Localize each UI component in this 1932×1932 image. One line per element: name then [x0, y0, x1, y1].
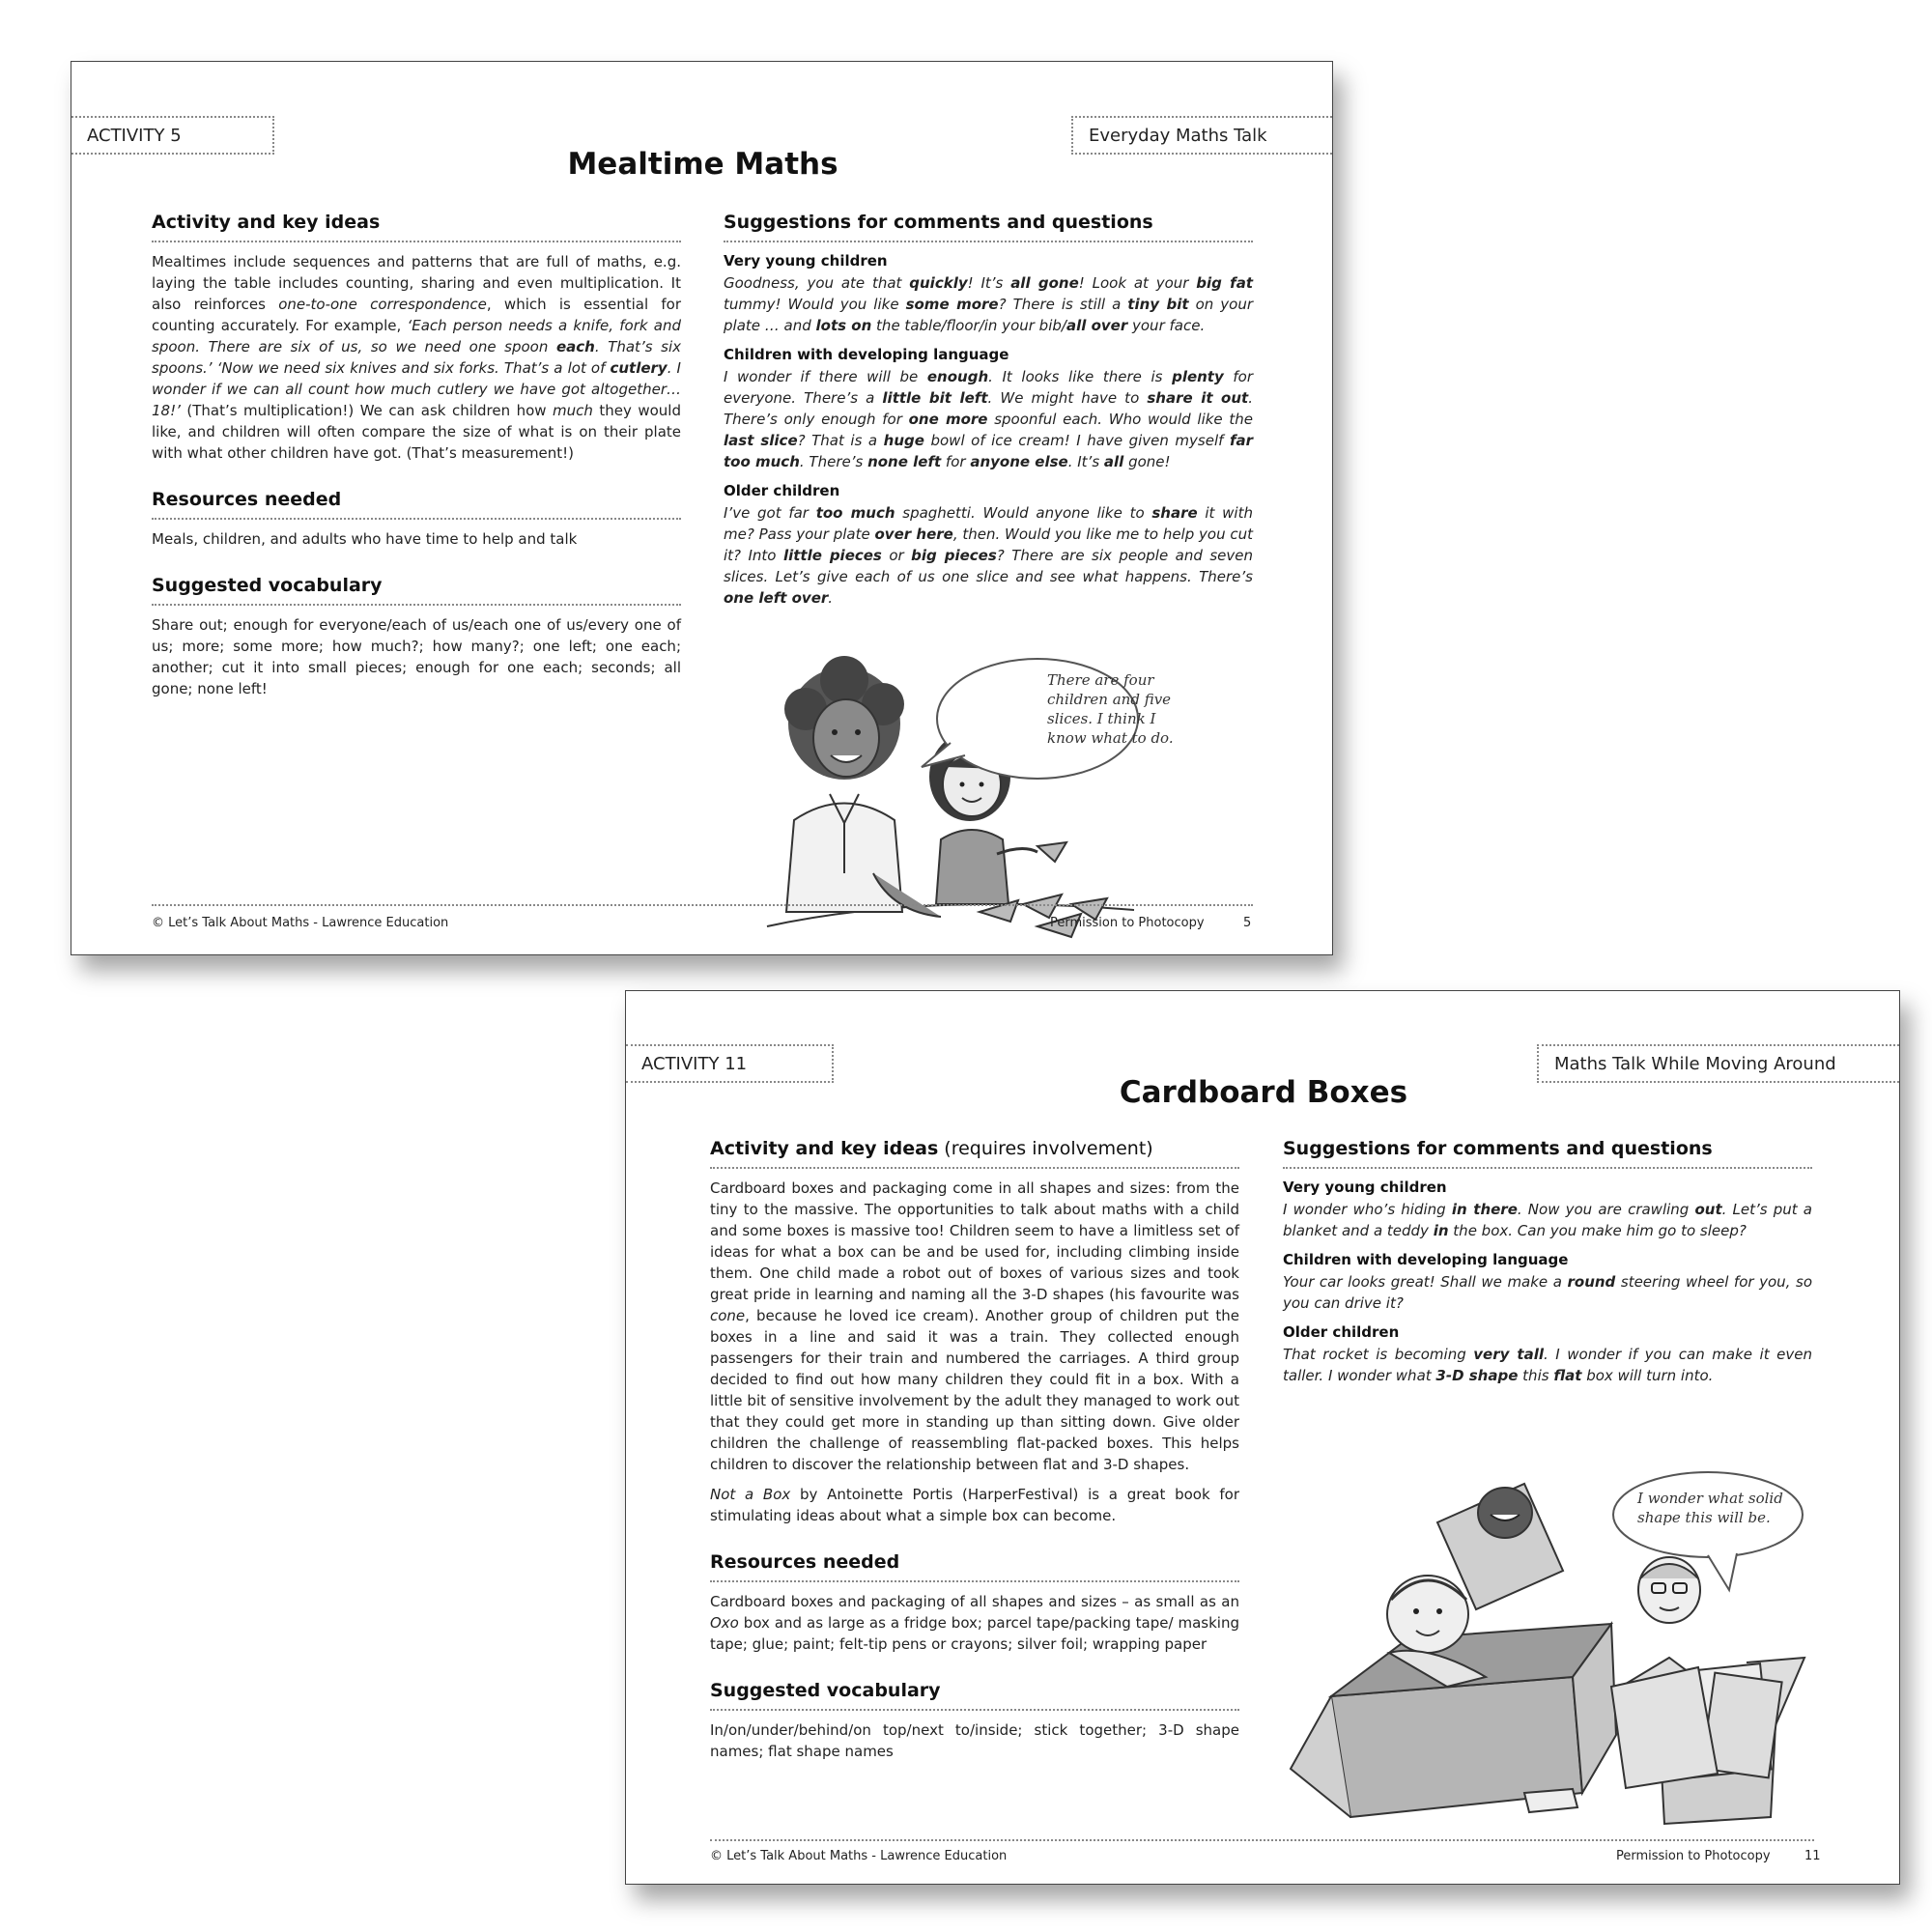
speech-bubble-line: shape this will be. — [1637, 1509, 1771, 1526]
resources-heading: Resources needed — [710, 1551, 1239, 1582]
resources-body: Meals, children, and adults who have time to help and talk — [152, 530, 578, 548]
suggestion-group-text: I wonder if there will be enough. It looks like there is plenty for everyone. There’s a little bit left. We might have to share it out. There’s only enough for one more spoonful each. Who would like the last slice? That is a huge bowl of ice cream! I have given myself far too much. There’s none left for anyone else. It’s all gone! — [724, 368, 1254, 470]
suggestion-group-label: Older children — [724, 482, 840, 499]
suggestion-group-label: Older children — [1283, 1323, 1400, 1341]
activity-body: Mealtimes include sequences and patterns that are full of maths, e.g. laying the table includes counting, sharing and even multiplication. It also reinforces one-to-one correspondence, which is essential for counting accurately. For example, ‘Each person needs a knife, fork and spoon. There are six of us, so we need one spoon each. That’s six spoons.’ ‘Now we need six knives and six forks. That’s a lot of cutlery. I wonder if we can all count how much cutlery we have got altogether… 18!’ (That’s multiplication!) We can ask children how much they would like, and children will often compare the size of what is on their plate with what other children have got. (That’s measurement!) — [152, 253, 681, 462]
suggestion-group-text: Goodness, you ate that quickly! It’s all gone! Look at your big fat tummy! Would you like some more? There is still a tiny bit on your plate … and lots on the table/floor/in your bib/all over your face. — [724, 274, 1254, 334]
vocabulary-section — [710, 1680, 1239, 1762]
activity-body: Cardboard boxes and packaging come in all shapes and sizes: from the tiny to the massive. The opportunities to talk about maths with a child and some boxes is massive too! Children seem to have a limitless set of ideas for what a box can be and be used for, including climbing inside them. One child made a robot out of boxes of various sizes and took great pride in learning and naming all the 3-D shapes (his favourite was cone, because he loved ice cream). Another group of children put the boxes in a line and said it was a train. They collected enough passengers for their train and numbered the carriages. A third group decided to find out how many children they could fit in a box. With a little bit of sensitive involvement by the adult they managed to work out that they could get more in standing up than sitting down. Give older children the challenge of reassembling flat-packed boxes. This helps children to discover the relationship between flat and 3-D shapes. — [710, 1179, 1239, 1473]
footer-permission: Permission to Photocopy — [1050, 916, 1205, 930]
right-column — [1283, 1138, 1812, 1386]
page-title: Mealtime Maths — [567, 147, 838, 182]
suggestion-groups — [724, 252, 1253, 609]
speech-bubble-text — [1047, 670, 1240, 748]
speech-bubble-line: slices. I think I — [1047, 710, 1156, 727]
vocabulary-section — [152, 575, 681, 699]
suggestion-group-text: I wonder who’s hiding in there. Now you are crawling out. Let’s put a blanket and a teddy in the box. Can you make him go to sleep? — [1283, 1201, 1813, 1239]
suggestion-group-text: I’ve got far too much spaghetti. Would anyone like to share it with me? Pass your plate over here, then. Would you like me to help you cut it? Into little pieces or big pieces? There are six people and seven slices. Let’s give each of us one slice and see what happens. There’s one left over. — [724, 504, 1254, 607]
left-column — [710, 1138, 1239, 1762]
vocabulary-body: Share out; enough for everyone/each of us/each one of us/every one of us; more; some more; how much?; how many?; one left; one each; another; cut it into small pieces; enough for one each; seconds; all gone; none left! — [152, 616, 681, 697]
resources-section — [710, 1551, 1239, 1655]
category-tag: Maths Talk While Moving Around — [1537, 1044, 1899, 1083]
suggestion-group-label: Very young children — [1283, 1179, 1447, 1196]
footer-copyright: © Let’s Talk About Maths - Lawrence Education — [152, 916, 449, 930]
page-title: Cardboard Boxes — [1119, 1075, 1408, 1110]
suggestion-group-label: Children with developing language — [1283, 1251, 1569, 1268]
vocabulary-heading: Suggested vocabulary — [710, 1680, 1239, 1711]
vocabulary-body: In/on/under/behind/on top/next to/inside; stick together; 3-D shape names; flat shape names — [710, 1721, 1239, 1760]
category-tag: Everyday Maths Talk — [1071, 116, 1332, 155]
speech-bubble-line: know what to do. — [1047, 729, 1174, 747]
speech-bubble-text — [1637, 1489, 1831, 1527]
right-column — [724, 212, 1253, 609]
worksheet-page-mealtime-maths — [71, 61, 1333, 955]
activity-heading: Activity and key ideas (requires involvement) — [710, 1138, 1239, 1169]
activity-heading: Activity and key ideas — [152, 212, 681, 242]
left-column — [152, 212, 681, 699]
activity-tag: ACTIVITY 11 — [626, 1044, 834, 1083]
footer-copyright: © Let’s Talk About Maths - Lawrence Education — [710, 1849, 1008, 1863]
suggestion-group-text: That rocket is becoming very tall. I wonder if you can make it even taller. I wonder what 3-D shape this flat box will turn into. — [1283, 1346, 1812, 1384]
page-number: 5 — [1243, 916, 1252, 930]
speech-bubble-line: I wonder what solid — [1637, 1490, 1783, 1507]
suggestion-group-label: Children with developing language — [724, 346, 1009, 363]
resources-body: Cardboard boxes and packaging of all shapes and sizes – as small as an Oxo box and as large as a fridge box; parcel tape/packing tape/ masking tape; glue; paint; felt-tip pens or crayons; silver foil; wrapping paper — [710, 1593, 1239, 1653]
footer-permission: Permission to Photocopy — [1616, 1849, 1771, 1863]
suggestion-groups — [1283, 1179, 1812, 1386]
suggestion-group-text: Your car looks great! Shall we make a round steering wheel for you, so you can drive it? — [1283, 1273, 1813, 1312]
suggestion-group-label: Very young children — [724, 252, 888, 270]
resources-heading: Resources needed — [152, 489, 681, 520]
suggestions-heading: Suggestions for comments and questions — [724, 212, 1253, 242]
worksheet-page-cardboard-boxes — [625, 990, 1900, 1885]
resources-section — [152, 489, 681, 550]
activity-tag: ACTIVITY 5 — [71, 116, 274, 155]
vocabulary-heading: Suggested vocabulary — [152, 575, 681, 606]
book-note: Not a Box by Antoinette Portis (HarperFestival) is a great book for stimulating ideas about what a simple box can become. — [710, 1486, 1239, 1524]
speech-bubble-line: children and five — [1047, 691, 1172, 708]
page-number: 11 — [1804, 1849, 1821, 1863]
suggestions-heading: Suggestions for comments and questions — [1283, 1138, 1812, 1169]
speech-bubble-line: There are four — [1047, 671, 1154, 689]
